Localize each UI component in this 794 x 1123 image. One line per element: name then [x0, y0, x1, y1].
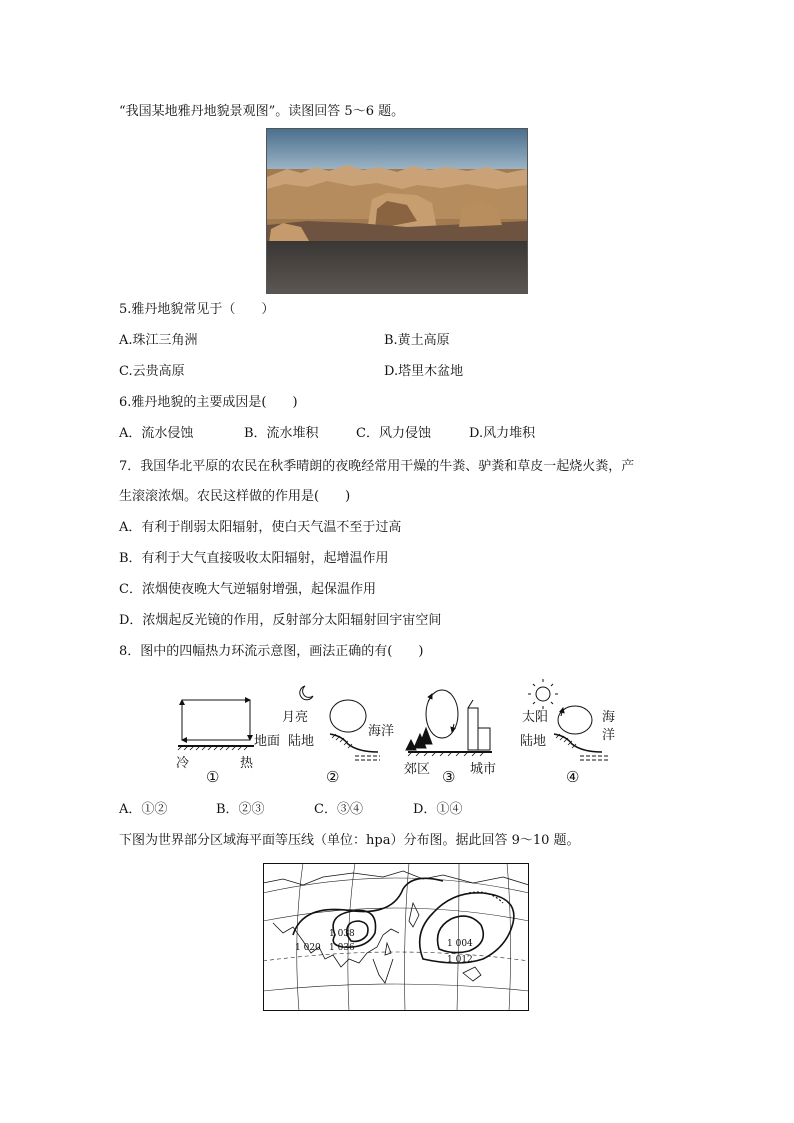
isobar-label-1012: 1 012	[447, 955, 473, 965]
label-yang: 洋	[602, 728, 616, 743]
q8-option-b[interactable]: B．②③	[216, 802, 265, 817]
label-land-2: 陆地	[520, 734, 547, 749]
label-sea: 海	[602, 710, 616, 725]
q7-stem-line2: 生滚滚浓烟。农民这样做的作用是( )	[119, 489, 351, 504]
q8-option-a[interactable]: A．①②	[119, 802, 168, 817]
q7-stem-line1: 7．我国华北平原的农民在秋季晴朗的夜晚经常用干燥的牛粪、驴粪和草皮一起烧火粪，产	[119, 459, 635, 474]
q5-option-c[interactable]: C.云贵高原	[119, 364, 185, 379]
q6-option-d[interactable]: D.风力堆积	[469, 426, 536, 441]
q7-option-d[interactable]: D．浓烟起反光镜的作用，反射部分太阳辐射回宇宙空间	[119, 613, 442, 628]
diagram-3	[406, 690, 492, 756]
q7-option-c[interactable]: C．浓烟使夜晚大气逆辐射增强，起保温作用	[119, 582, 376, 597]
q7-option-a[interactable]: A．有利于削弱太阳辐射，使白天气温不至于过高	[119, 520, 402, 535]
label-suburb: 郊区	[404, 762, 431, 777]
q8-option-d[interactable]: D．①④	[413, 802, 463, 817]
isobar-label-1020: 1 020	[295, 943, 321, 953]
label-moon: 月亮	[282, 710, 309, 725]
label-hot: 热	[240, 756, 254, 771]
q5-option-d[interactable]: D.塔里木盆地	[384, 364, 464, 379]
q5-option-a[interactable]: A.珠江三角洲	[119, 333, 198, 348]
isobar-label-1036: 1 036	[329, 943, 355, 953]
isobar-map	[263, 863, 529, 1011]
isobar-label-1004: 1 004	[447, 939, 473, 949]
q6-option-a[interactable]: A．流水侵蚀	[119, 426, 194, 441]
yardang-landscape-photo	[266, 128, 528, 294]
label-ground: 地面	[254, 734, 281, 749]
q7-option-b[interactable]: B．有利于大气直接吸收太阳辐射，起增温作用	[119, 551, 389, 566]
label-diagram-3: ③	[442, 768, 456, 786]
label-diagram-4: ④	[566, 768, 580, 786]
label-sun: 太阳	[522, 710, 549, 725]
q6-option-c[interactable]: C．风力侵蚀	[356, 426, 431, 441]
label-city: 城市	[470, 762, 497, 777]
diagram-1	[178, 700, 254, 750]
label-diagram-2: ②	[326, 768, 340, 786]
label-ocean: 海洋	[368, 724, 395, 739]
label-land: 陆地	[288, 734, 315, 749]
label-cold: 冷	[176, 756, 190, 771]
q5-stem: 5.雅丹地貌常见于（ ）	[119, 302, 275, 317]
q6-stem: 6.雅丹地貌的主要成因是( )	[119, 395, 298, 410]
q5-option-b[interactable]: B.黄土高原	[384, 333, 450, 348]
yardang-intro: “我国某地雅丹地貌景观图”。读图回答 5～6 题。	[119, 104, 405, 119]
isobar-label-1038: 1 038	[329, 929, 355, 939]
q6-option-b[interactable]: B．流水堆积	[244, 426, 319, 441]
thermal-circulation-diagrams	[170, 678, 620, 790]
label-diagram-1: ①	[206, 768, 220, 786]
pressure-intro: 下图为世界部分区域海平面等压线（单位：hpa）分布图。据此回答 9～10 题。	[119, 833, 580, 848]
q8-stem: 8．图中的四幅热力环流示意图，画法正确的有( )	[119, 644, 424, 659]
q8-option-c[interactable]: C．③④	[314, 802, 363, 817]
